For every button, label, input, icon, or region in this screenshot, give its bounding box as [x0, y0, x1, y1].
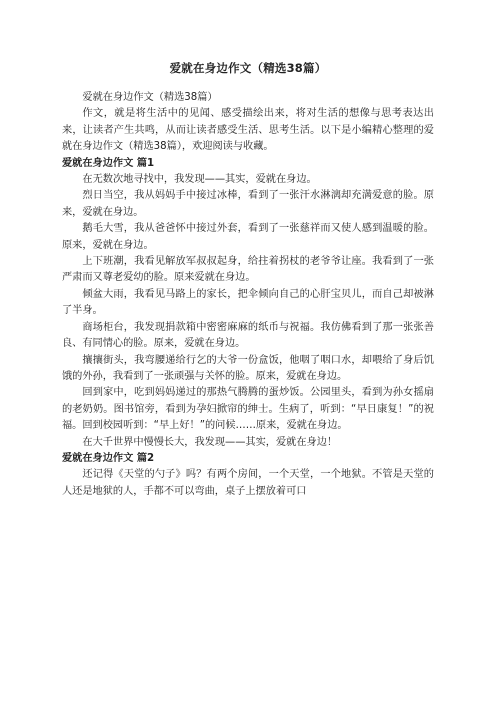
section-heading-2: 爱就在身边作文 篇2: [62, 452, 155, 464]
paragraph: 鹅毛大雪，我从爸爸怀中接过外套，看到了一张慈祥而又使人感到温暖的脸。原来，爱就在身边。: [62, 223, 434, 251]
paragraph: 攘攘街头，我弯腰递给行乞的大爷一份盒饭，他咽了咽口水，却喂给了身后饥饿的外孙，我看到了一张顽强与关怀的脸。原来，爱就在身边。: [62, 354, 434, 382]
paragraph: 上下班潮，我看见解放军叔叔起身，给拄着拐杖的老爷爷让座。我看到了一张严肃而又尊老爱幼的脸。原来爱就在身边。: [62, 256, 434, 284]
section-heading-1: 爱就在身边作文 篇1: [62, 157, 155, 169]
document-title: 爱就在身边作文（精选38篇）: [169, 61, 327, 75]
paragraph: 回到家中，吃到妈妈递过的那热气腾腾的蛋炒饭。公园里头，看到为孙女摇扇的老奶奶。图书馆旁，看到为孕妇掀帘的绅士。生病了，听到：“早日康复！”的祝福。回到校园听到：“早上好！”的问候……原来，爱就在身边。: [62, 387, 434, 432]
document-page: [62, 60, 434, 500]
paragraph: 在无数次地寻找中，我发现——其实，爱就在身边。: [82, 174, 317, 186]
paragraph: 还记得《天堂的勺子》吗？有两个房间，一个天堂，一个地狱。不管是天堂的人还是地狱的人，手都不可以弯曲，桌子上摆放着可口: [62, 469, 434, 497]
paragraph: 倾盆大雨，我看见马路上的家长，把伞倾向自己的心肝宝贝儿，而自己却被淋了半身。: [62, 288, 434, 317]
intro-subtitle: 爱就在身边作文（精选38篇）: [82, 92, 218, 103]
intro-paragraph: 作文，就是将生活中的见闻、感受描绘出来，将对生活的想像与思考表达出来，让读者产生共鸣，从而让读者感受生活、思考生活。以下是小编精心整理的爱就在身边作文（精选38篇），欢迎阅读与收藏。: [62, 108, 434, 153]
paragraph: 商场柜台，我发现捐款箱中密密麻麻的纸币与祝福。我仿佛看到了那一张张善良、有同情心的脸。原来，爱就在身边。: [62, 321, 434, 350]
paragraph: 在大千世界中慢慢长大，我发现——其实，爱就在身边！: [82, 436, 338, 448]
paragraph: 烈日当空，我从妈妈手中接过冰棒，看到了一张汗水淋漓却充满爱意的脸。原来，爱就在身边。: [62, 190, 434, 218]
